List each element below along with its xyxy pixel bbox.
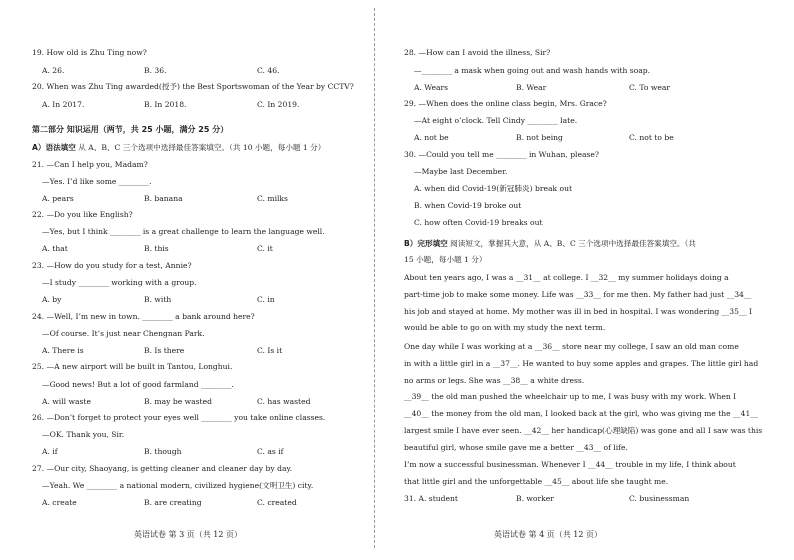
question-28-option-c: C. To wear	[629, 83, 670, 92]
passage-line: would be able to go on with my study the next term.	[404, 323, 606, 333]
question-28-option-b: B. Wear	[516, 83, 547, 92]
passage-paragraph-3	[404, 457, 736, 491]
question-21-option-c: C. milks	[257, 194, 288, 203]
question-25-line2: —Good news! But a lot of good farmland ________.	[42, 380, 234, 389]
question-21-line2: —Yes. I’d like some ________.	[42, 177, 152, 186]
question-25-line1: 25. —A new airport will be built in Tantou, Longhui.	[32, 362, 233, 371]
question-20-option-a: A. In 2017.	[42, 100, 85, 109]
question-22-line1: 22. —Do you like English?	[32, 210, 133, 219]
question-25-option-b: B. may be wasted	[144, 397, 212, 406]
passage-line: part-time job to make some money. Life was __33__ for me then. My father had just __34__	[404, 289, 752, 299]
section-b-instructions-2: 15 小题，每小题 1 分）	[404, 255, 487, 264]
part2-title: 第二部分 知识运用（两节，共 25 小题，满分 25 分）	[32, 125, 229, 134]
question-24-option-b: B. Is there	[144, 346, 185, 355]
question-25-option-a: A. will waste	[42, 397, 91, 406]
question-22-option-c: C. it	[257, 244, 273, 253]
question-21-option-a: A. pears	[42, 194, 74, 203]
question-26-option-c: C. as if	[257, 447, 284, 456]
question-22-line2: —Yes, but I think ________ is a great challenge to learn the language well.	[42, 227, 325, 236]
question-19-stem: 19. How old is Zhu Ting now?	[32, 48, 147, 57]
passage-line: I’m now a successful businessman. Whenever I __44__ trouble in my life, I think about	[404, 460, 736, 469]
section-b-title: B）完形填空	[404, 239, 448, 248]
question-28-line1: 28. —How can I avoid the illness, Sir?	[404, 48, 551, 57]
question-19-option-b: B. 36.	[144, 66, 167, 75]
question-30-line2: —Maybe last December.	[414, 167, 508, 176]
question-24-option-c: C. Is it	[257, 346, 283, 355]
question-27-option-c: C. created	[257, 498, 297, 507]
question-19-option-c: C. 46.	[257, 66, 280, 75]
question-27-option-a: A. create	[42, 498, 77, 507]
question-23-line2: —I study ________ working with a group.	[42, 278, 197, 287]
page-3-footer: 英语试卷 第 3 页（共 12 页）	[134, 530, 242, 539]
passage-line: __39__ the old man pushed the wheelchair up to me, I was busy with my work. When I	[404, 392, 737, 402]
section-b-instructions-1: 阅读短文，掌握其大意，从 A、B、C 三个选项中选择最佳答案填空。（共	[447, 239, 696, 248]
question-22-option-a: A. that	[42, 244, 68, 253]
passage-line: beautiful girl, whose smile gave me a better __43__ of life.	[404, 442, 628, 452]
question-30-line1: 30. —Could you tell me ________ in Wuhan, please?	[404, 150, 599, 159]
question-29-line2: —At eight o’clock. Tell Cindy ________ late.	[414, 116, 578, 125]
passage-line: One day while I was working at a __36__ store near my college, I saw an old man come	[404, 342, 739, 351]
question-28-option-a: A. Wears	[414, 83, 449, 92]
question-29-option-a: A. not be	[414, 133, 449, 142]
question-23-option-c: C. in	[257, 295, 275, 304]
question-27-line2: —Yeah. We ________ a national modern, civilized hygiene(文明卫生) city.	[42, 481, 314, 490]
question-31-option-a: 31. A. student	[404, 494, 458, 503]
question-23-option-b: B. with	[144, 295, 172, 304]
question-24-line1: 24. —Well, I’m new in town. ________ a bank around here?	[32, 312, 255, 321]
passage-line: __40__ the money from the old man, I looked back at the girl, who was giving me the __41__	[404, 409, 758, 419]
passage-line: largest smile I have ever seen. __42__ her handicap(心理缺陷) was gone and all I saw was this	[404, 425, 763, 435]
question-30-option-a: A. when did Covid-19(新冠肺炎) break out	[414, 184, 573, 193]
question-20-option-b: B. In 2018.	[144, 100, 187, 109]
question-27-option-b: B. are creating	[144, 498, 202, 507]
question-26-option-a: A. if	[42, 447, 58, 456]
question-30-option-b: B. when Covid-19 broke out	[414, 201, 522, 210]
passage-line: in with a little girl in a __37__. He wanted to buy some apples and grapes. The little girl had	[404, 358, 759, 368]
question-23-option-a: A. by	[42, 295, 62, 304]
question-21-option-b: B. banana	[144, 194, 183, 203]
question-27-line1: 27. —Our city, Shaoyang, is getting cleaner and cleaner day by day.	[32, 464, 293, 473]
section-a-heading	[32, 143, 325, 153]
question-29-line1: 29. —When does the online class begin, Mrs. Grace?	[404, 99, 607, 108]
question-26-line2: —OK. Thank you, Sir.	[42, 430, 125, 439]
question-24-line2: —Of course. It’s just near Chengnan Park.	[42, 329, 205, 338]
passage-line: that little girl and the unforgettable __45__ about life she taught me.	[404, 476, 669, 486]
question-19-option-a: A. 26.	[42, 66, 65, 75]
passage-line: About ten years ago, I was a __31__ at college. I __32__ my summer holidays doing a	[404, 273, 729, 282]
section-b-heading	[404, 239, 696, 249]
question-21-line1: 21. —Can I help you, Madam?	[32, 160, 148, 169]
page-4-footer: 英语试卷 第 4 页（共 12 页）	[494, 530, 602, 539]
question-20-option-c: C. In 2019.	[257, 100, 300, 109]
question-29-option-c: C. not to be	[629, 133, 674, 142]
section-a-instructions: 从 A、B、C 三个选项中选择最佳答案填空。（共 10 小题，每小题 1 分）	[75, 143, 326, 152]
question-25-option-c: C. has wasted	[257, 397, 311, 406]
question-22-option-b: B. this	[144, 244, 169, 253]
question-30-option-c: C. how often Covid-19 breaks out	[414, 218, 543, 227]
question-24-option-a: A. There is	[42, 346, 84, 355]
passage-paragraph-2	[404, 339, 763, 457]
page-divider	[374, 8, 375, 548]
question-23-line1: 23. —How do you study for a test, Annie?	[32, 261, 192, 270]
passage-line: no arms or legs. She was __38__ a white dress.	[404, 375, 585, 385]
question-26-option-b: B. though	[144, 447, 182, 456]
passage-line: his job and stayed at home. My mother was ill in bed in hospital. I was wondering __35__ I	[404, 306, 752, 316]
question-28-line2: —________ a mask when going out and wash hands with soap.	[414, 66, 651, 75]
question-31-option-b: B. worker	[516, 494, 554, 503]
question-29-option-b: B. not being	[516, 133, 563, 142]
question-26-line1: 26. —Don’t forget to protect your eyes well ________ you take online classes.	[32, 413, 326, 422]
passage-paragraph-1	[404, 270, 752, 337]
question-20-stem: 20. When was Zhu Ting awarded(授予) the Best Sportswoman of the Year by CCTV?	[32, 82, 354, 91]
section-a-title: A）语法填空	[32, 143, 76, 152]
question-31-option-c: C. businessman	[629, 494, 690, 503]
